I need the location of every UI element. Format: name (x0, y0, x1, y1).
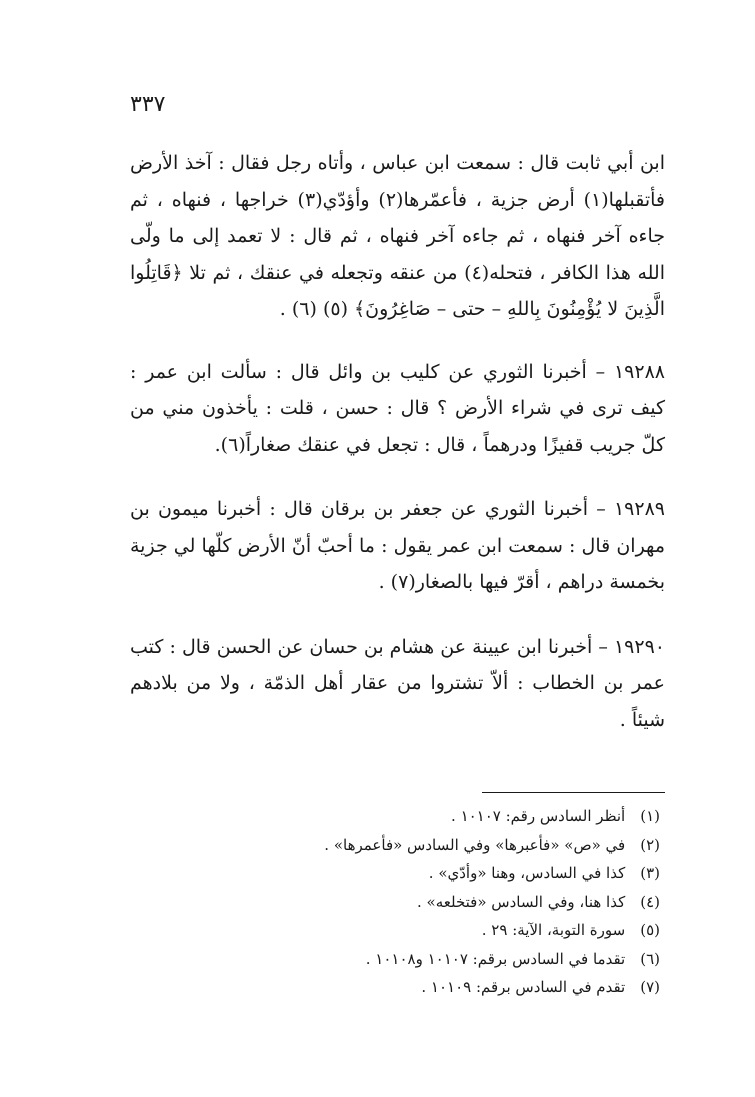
page-number: ٣٣٧ (130, 92, 166, 117)
hadith-paragraph (130, 491, 665, 601)
footnote-item (180, 831, 660, 860)
hadith-paragraph (130, 629, 665, 739)
footnote-mark: (٦) (640, 949, 660, 968)
footnote-mark: (٥) (640, 921, 660, 939)
footnote-item (180, 973, 660, 1002)
footnote-item (180, 888, 660, 917)
footnote-text: سورة التوبة، الآية: ٢٩ . (481, 921, 626, 939)
footnote-mark: (٢) (640, 835, 660, 854)
footnote-divider (482, 792, 665, 793)
paragraph-continuation (130, 145, 665, 328)
footnote-item (180, 916, 660, 945)
footnote-mark: (١) (640, 807, 660, 825)
footnote-text: كذا هنا، وفي السادس «فتخلعه» . (417, 892, 626, 911)
footnote-item (180, 945, 660, 974)
footnote-item (180, 859, 660, 888)
footnote-mark: (٧) (640, 978, 660, 996)
footnote-mark: (٤) (640, 892, 660, 911)
footnote-text: أنظر السادس رقم: ١٠١٠٧ . (451, 807, 626, 825)
footnote-text: تقدما في السادس برقم: ١٠١٠٧ و١٠١٠٨ . (365, 949, 626, 968)
footnote-mark: (٣) (640, 864, 660, 882)
main-text (130, 145, 665, 766)
footnotes-list (180, 802, 660, 1002)
hadith-number: ١٩٢٨٩ (613, 498, 665, 520)
footnote-text: تقدم في السادس برقم: ١٠١٠٩ . (421, 978, 626, 996)
hadith-paragraph (130, 354, 665, 464)
footnote-text: في «ص» «فأعبرها» وفي السادس «فأعمرها» . (324, 835, 626, 854)
footnote-text: كذا في السادس، وهنا «وأدّي» . (428, 864, 626, 882)
hadith-number: ١٩٢٩٠ (613, 635, 665, 658)
footnote-item (180, 802, 660, 831)
paragraph-text: – أخبرنا الثوري عن جعفر بن برقان قال : أخبرنا ميمون بن مهران قال : سمعت ابن عمر يقول : ما أحبّ أنّ الأرض كلّها لي جزية بخمسة دراهم ، أقرّ فيها بالصغار(٧) . (130, 498, 665, 593)
paragraph-text: – أخبرنا ابن عيينة عن هشام بن حسان عن الحسن قال : كتب عمر بن الخطاب : ألاّ تشتروا من عقار أهل الذمّة ، ولا من بلادهم شيئاً . (130, 635, 665, 731)
paragraph-text: ابن أبي ثابت قال : سمعت ابن عباس ، وأتاه رجل فقال : آخذ الأرض فأتقبلها(١) أرض جزية ، فأعمّرها(٢) وأؤدّي(٣) خراجها ، فنهاه ، ثم جاءه آخر فنهاه ، ثم جاءه آخر فنهاه ، ثم قال : لا تعمد إلى ما ولّى الله هذا الكافر ، فتحله(٤) من عنقه وتجعله في عنقك ، ثم تلا ﴿قَاتِلُوا الَّذِينَ لا يُؤْمِنُونَ بِاللهِ – حتى – صَاغِرُونَ﴾ (٥) (٦) . (130, 152, 665, 320)
hadith-number: ١٩٢٨٨ (613, 360, 665, 383)
paragraph-text: – أخبرنا الثوري عن كليب بن وائل قال : سألت ابن عمر : كيف ترى في شراء الأرض ؟ قال : حسن ، قلت : يأخذون مني من كلّ جريب قفيزًا ودرهماً ، قال : تجعل في عنقك صغاراً(٦). (130, 360, 665, 456)
